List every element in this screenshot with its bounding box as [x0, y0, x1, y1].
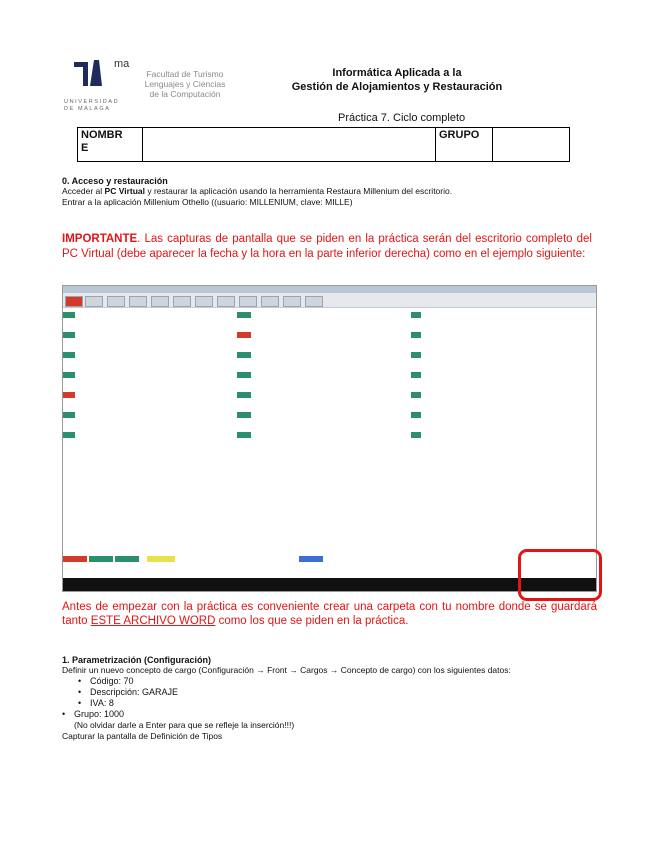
list-item: • IVA: 8 — [90, 698, 602, 709]
section-0 — [62, 176, 602, 208]
logo-superscript: ma — [114, 58, 130, 70]
student-info-table — [77, 127, 570, 162]
list-item: • Código: 70 — [90, 676, 602, 687]
course-title-line2: Gestión de Alojamientos y Restauración — [291, 81, 503, 93]
university-name: UNIVERSIDAD DE MÁLAGA — [64, 99, 120, 112]
word-file-link[interactable]: ESTE ARCHIVO WORD — [90, 615, 216, 627]
important-notice: IMPORTANTE. Las capturas de pantalla que se piden en la práctica serán del escritorio completo del PC Virtual (debe aparecer la fecha y la hora en la parte inferior derecha) como en el ejemplo siguiente: — [62, 233, 592, 260]
toolbar-app-icon — [65, 296, 83, 307]
windows-taskbar — [63, 578, 596, 591]
folder-note: Antes de empezar con la práctica es conveniente crear una carpeta con tu nombre donde se guardará tanto ESTE ARCHIVO WORD como los que se piden en la práctica. — [62, 601, 597, 627]
section-1 — [62, 655, 602, 742]
group-field[interactable] — [493, 128, 570, 162]
section-0-heading: 0. Acceso y restauración — [62, 176, 168, 186]
charge-fields-list — [62, 676, 602, 709]
name-field[interactable] — [143, 128, 436, 162]
university-logo-icon — [72, 58, 112, 88]
practice-title: Práctica 7. Ciclo completo — [338, 112, 466, 124]
faculty-name: Facultad de Turismo Lenguajes y Ciencias de la Computación — [144, 69, 226, 99]
example-screenshot — [62, 285, 597, 592]
enter-reminder: (No olvidar darle a Enter para que se refleje la inserción!!!) — [74, 720, 295, 730]
group-label: GRUPO — [436, 128, 493, 162]
section-1-heading: 1. Parametrización (Configuración) — [62, 655, 212, 665]
list-item: • Descripción: GARAJE — [90, 687, 602, 698]
group-item: • Grupo: 1000 — [62, 709, 125, 719]
section-0-line2: Entrar a la aplicación Millenium Othello ((usuario: MILLENIUM, clave: MILLE) — [62, 197, 353, 207]
name-label: NOMBR E — [78, 128, 143, 162]
section-0-line1: Acceder al PC Virtual y restaurar la aplicación usando la herramienta Restaura Millenium del escritorio. — [62, 186, 453, 196]
course-title — [262, 66, 532, 94]
course-title-line1: Informática Aplicada a la — [332, 67, 462, 79]
section-1-intro: Definir un nuevo concepto de cargo (Configuración → Front → Cargos → Concepto de cargo) con los siguientes datos: — [62, 665, 511, 675]
capture-instruction: Capturar la pantalla de Definición de Tipos — [62, 731, 223, 741]
important-keyword: IMPORTANTE — [62, 233, 138, 245]
datetime-highlight — [518, 549, 602, 601]
screenshot-title-bar — [63, 286, 596, 293]
